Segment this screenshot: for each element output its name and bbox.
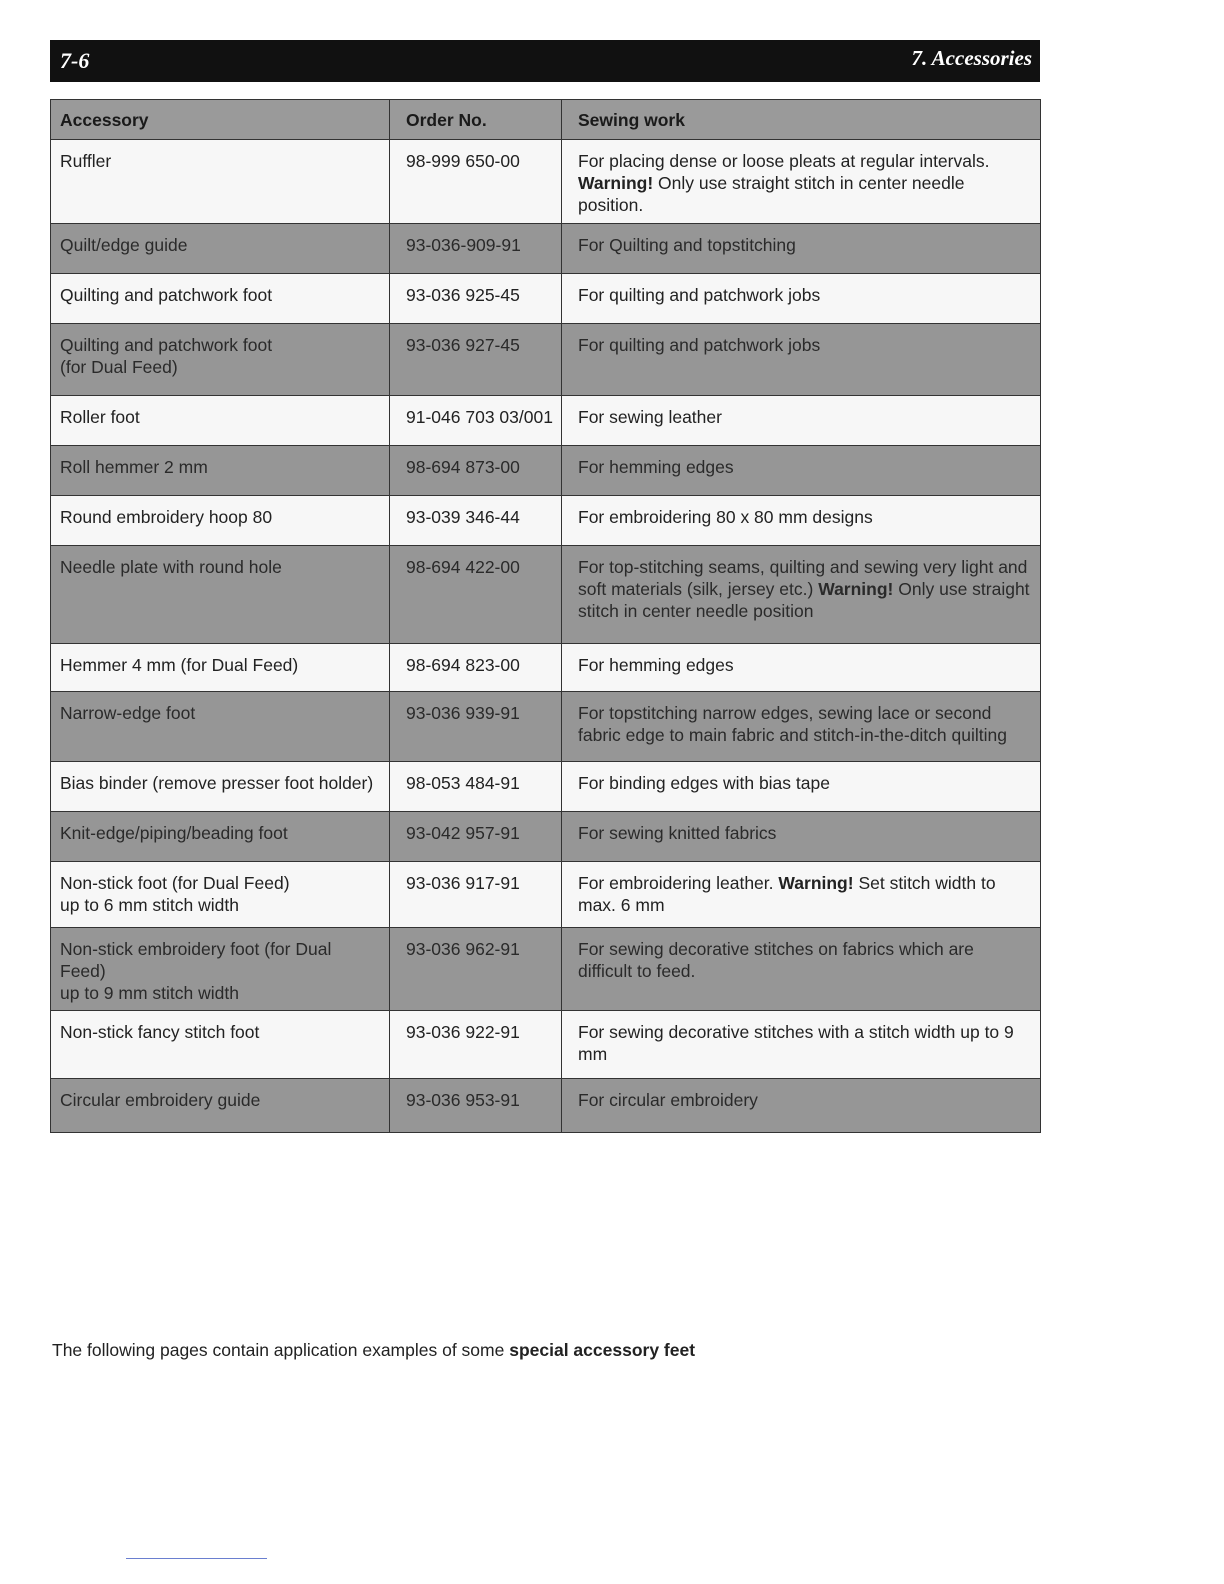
accessory-name-line2: up to 6 mm stitch width: [60, 895, 239, 915]
order-number-cell: 98-694 422-00: [390, 546, 562, 644]
sewing-work-text: For topstitching narrow edges, sewing lace or second fabric edge to main fabric and stitch-in-the-ditch quilting: [578, 703, 1007, 745]
order-number-cell: 93-042 957-91: [390, 812, 562, 862]
accessory-name: Non-stick embroidery foot (for Dual Feed): [60, 939, 332, 981]
accessory-cell: [51, 762, 390, 812]
table-row: [51, 546, 1041, 644]
accessory-name-line2: up to 9 mm stitch width: [60, 983, 239, 1003]
accessory-cell: [51, 644, 390, 692]
sewing-work-cell: [562, 274, 1041, 324]
accessory-cell: [51, 446, 390, 496]
sewing-work-cell: [562, 1079, 1041, 1133]
warning-label: Warning!: [818, 579, 894, 599]
footer-divider: [126, 1558, 267, 1559]
sewing-work-text: For sewing decorative stitches on fabrics which are difficult to feed.: [578, 939, 974, 981]
sewing-work-text: For Quilting and topstitching: [578, 235, 796, 255]
table-row: [51, 496, 1041, 546]
table-row: [51, 644, 1041, 692]
sewing-work-text: For sewing leather: [578, 407, 722, 427]
table-row: [51, 1011, 1041, 1079]
accessory-name: Roll hemmer 2 mm: [60, 457, 208, 477]
table-header-row: [51, 100, 1041, 140]
order-number-cell: 98-999 650-00: [390, 140, 562, 224]
accessory-cell: [51, 862, 390, 928]
accessory-name: Bias binder (remove presser foot holder): [60, 773, 374, 793]
order-number-cell: 98-694 873-00: [390, 446, 562, 496]
sewing-work-cell: [562, 324, 1041, 396]
sewing-work-cell: [562, 140, 1041, 224]
accessory-cell: [51, 324, 390, 396]
accessory-cell: [51, 224, 390, 274]
sewing-work-cell: [562, 224, 1041, 274]
column-header-order-no: Order No.: [390, 100, 562, 140]
page-header-bar: [50, 40, 1040, 82]
sewing-work-cell: [562, 546, 1041, 644]
order-number-cell: 91-046 703 03/001: [390, 396, 562, 446]
accessory-cell: [51, 546, 390, 644]
table-row: [51, 140, 1041, 224]
chapter-title: 7. Accessories: [911, 46, 1032, 70]
accessory-name: Ruffler: [60, 151, 112, 171]
order-number-cell: 93-036 917-91: [390, 862, 562, 928]
accessory-name-line2: (for Dual Feed): [60, 357, 178, 377]
sewing-work-cell: [562, 1011, 1041, 1079]
accessory-name: Non-stick fancy stitch foot: [60, 1022, 260, 1042]
warning-text: Set stitch width to max. 6 mm: [578, 873, 996, 915]
sewing-work-text: For quilting and patchwork jobs: [578, 285, 821, 305]
column-header-accessory: Accessory: [51, 100, 390, 140]
sewing-work-cell: [562, 644, 1041, 692]
accessory-name: Quilting and patchwork foot: [60, 285, 273, 305]
sewing-work-text: For sewing decorative stitches with a stitch width up to 9 mm: [578, 1022, 1014, 1064]
sewing-work-cell: [562, 812, 1041, 862]
sewing-work-cell: [562, 692, 1041, 762]
table-row: [51, 692, 1041, 762]
accessory-cell: [51, 396, 390, 446]
accessory-name: Round embroidery hoop 80: [60, 507, 273, 527]
table-row: [51, 274, 1041, 324]
page-number: 7-6: [60, 48, 90, 73]
order-number-cell: 93-036 939-91: [390, 692, 562, 762]
sewing-work-text: For top-stitching seams, quilting and sewing very light and soft materials (silk, jersey etc.): [578, 557, 1028, 599]
accessory-cell: [51, 496, 390, 546]
warning-label: Warning!: [778, 873, 854, 893]
sewing-work-text: For embroidering 80 x 80 mm designs: [578, 507, 873, 527]
sewing-work-cell: [562, 928, 1041, 1011]
table-row: [51, 762, 1041, 812]
accessory-name: Narrow-edge foot: [60, 703, 196, 723]
sewing-work-text: For hemming edges: [578, 457, 734, 477]
accessory-cell: [51, 140, 390, 224]
sewing-work-text: For embroidering leather.: [578, 873, 774, 893]
sewing-work-text: For circular embroidery: [578, 1090, 758, 1110]
warning-text: Only use straight stitch in center needle position.: [578, 173, 965, 215]
accessory-cell: [51, 692, 390, 762]
order-number-cell: 93-036 962-91: [390, 928, 562, 1011]
accessory-cell: [51, 812, 390, 862]
accessory-cell: [51, 1011, 390, 1079]
accessory-name: Quilt/edge guide: [60, 235, 188, 255]
sewing-work-cell: [562, 396, 1041, 446]
accessory-name: Roller foot: [60, 407, 140, 427]
sewing-work-cell: [562, 446, 1041, 496]
table-row: [51, 396, 1041, 446]
accessory-name: Needle plate with round hole: [60, 557, 282, 577]
accessory-cell: [51, 928, 390, 1011]
table-row: [51, 1079, 1041, 1133]
sewing-work-text: For sewing knitted fabrics: [578, 823, 777, 843]
accessory-name: Circular embroidery guide: [60, 1090, 261, 1110]
accessory-cell: [51, 274, 390, 324]
sewing-work-text: For placing dense or loose pleats at regular intervals.: [578, 151, 990, 171]
sewing-work-cell: [562, 496, 1041, 546]
sewing-work-text: For binding edges with bias tape: [578, 773, 830, 793]
accessory-name: Hemmer 4 mm (for Dual Feed): [60, 655, 299, 675]
sewing-work-text: For hemming edges: [578, 655, 734, 675]
table-row: [51, 324, 1041, 396]
table-row: [51, 224, 1041, 274]
table-row: [51, 862, 1041, 928]
sewing-work-cell: [562, 762, 1041, 812]
accessories-table: [50, 99, 1041, 1133]
accessory-name: Knit-edge/piping/beading foot: [60, 823, 288, 843]
order-number-cell: 93-036 927-45: [390, 324, 562, 396]
order-number-cell: 98-053 484-91: [390, 762, 562, 812]
order-number-cell: 93-036 922-91: [390, 1011, 562, 1079]
table-row: [51, 812, 1041, 862]
accessory-cell: [51, 1079, 390, 1133]
accessory-name: Quilting and patchwork foot: [60, 335, 273, 355]
accessory-name: Non-stick foot (for Dual Feed): [60, 873, 290, 893]
warning-label: Warning!: [578, 173, 654, 193]
footer-note: [52, 1340, 695, 1361]
sewing-work-text: For quilting and patchwork jobs: [578, 335, 821, 355]
order-number-cell: 93-036 953-91: [390, 1079, 562, 1133]
order-number-cell: 93-036 925-45: [390, 274, 562, 324]
column-header-sewing-work: Sewing work: [562, 100, 1041, 140]
warning-text: Only use straight stitch in center needle position: [578, 579, 1030, 621]
order-number-cell: 98-694 823-00: [390, 644, 562, 692]
order-number-cell: 93-036-909-91: [390, 224, 562, 274]
table-row: [51, 446, 1041, 496]
order-number-cell: 93-039 346-44: [390, 496, 562, 546]
sewing-work-cell: [562, 862, 1041, 928]
footer-note-text: The following pages contain application examples of some: [52, 1340, 510, 1360]
table-row: [51, 928, 1041, 1011]
footer-note-bold: special accessory feet: [509, 1340, 696, 1360]
